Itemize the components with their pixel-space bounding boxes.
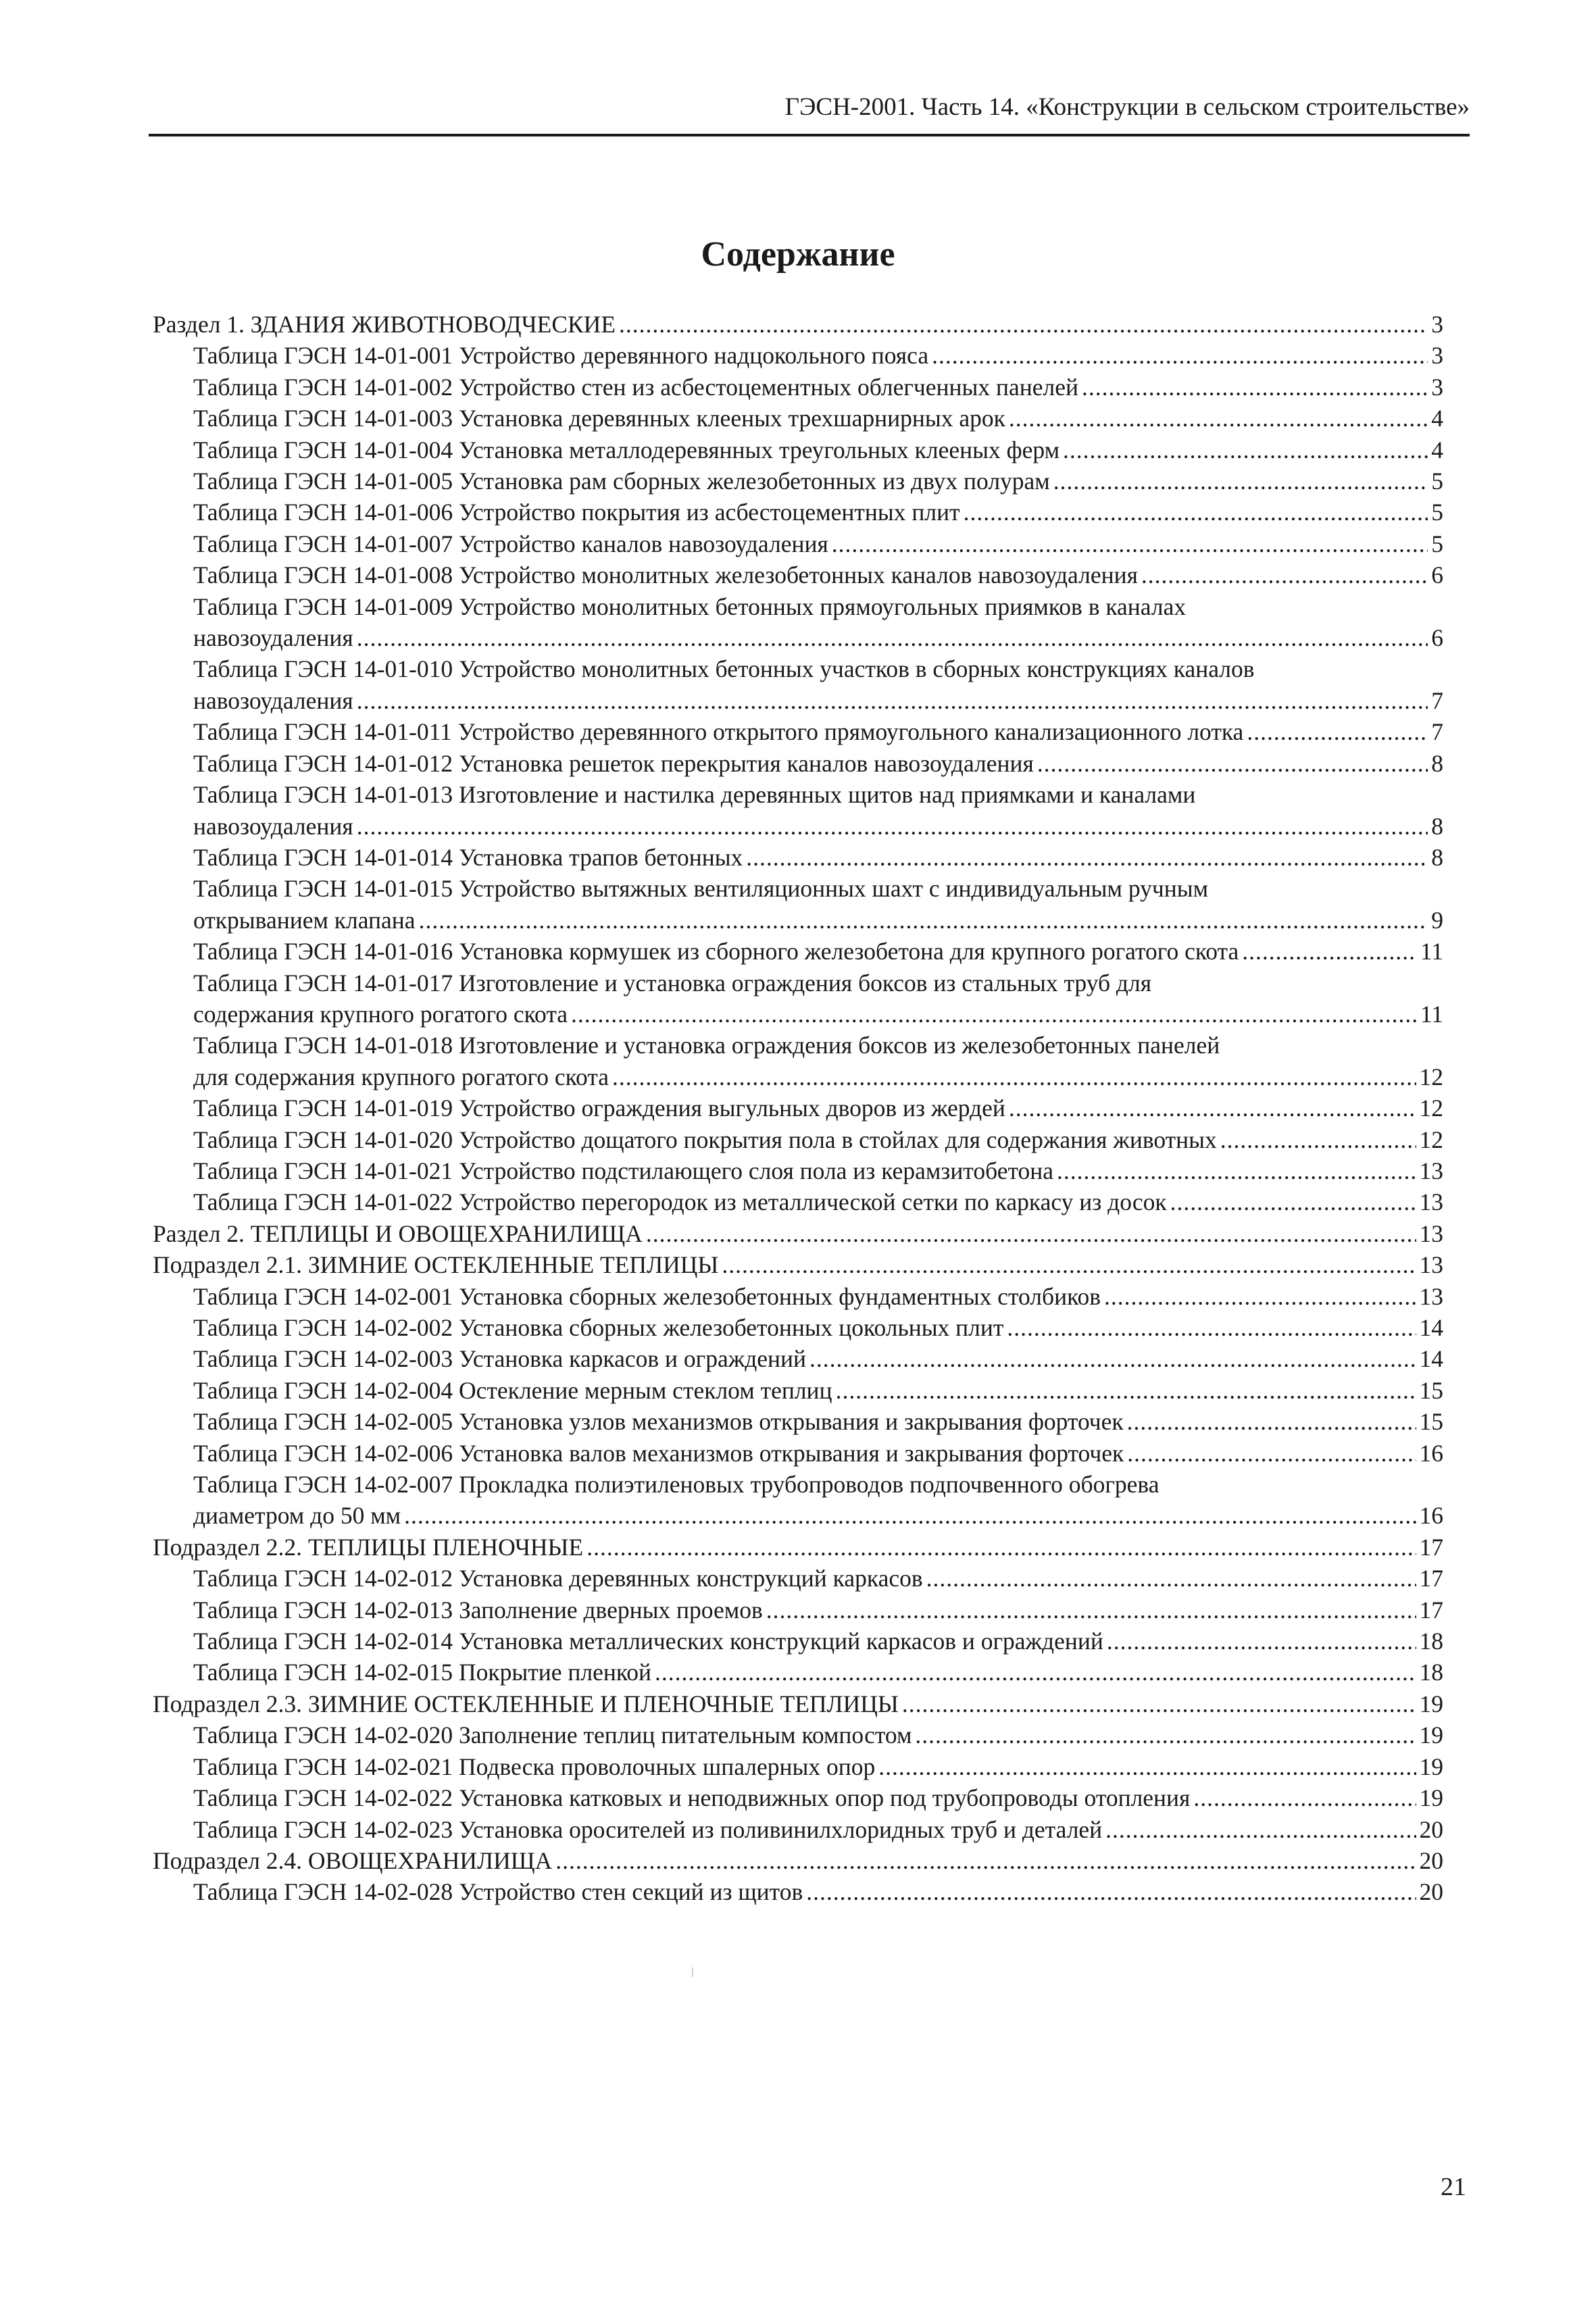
toc-section-entry[interactable] bbox=[153, 1688, 1443, 1719]
toc-entry-text: Таблица ГЭСН 14-02-020 Заполнение теплиц питательным компостом bbox=[193, 1721, 912, 1749]
toc-leader-dots bbox=[832, 528, 1428, 559]
toc-leader-dots bbox=[722, 1249, 1416, 1280]
toc-entry-text: навозоудаления bbox=[193, 624, 353, 652]
toc-entry-text: Таблица ГЭСН 14-02-006 Установка валов механизмов открывания и закрывания форточек bbox=[193, 1439, 1124, 1467]
toc-page-number: 8 bbox=[1431, 749, 1443, 777]
toc-leader-dots bbox=[746, 842, 1428, 873]
toc-page-number: 13 bbox=[1419, 1282, 1443, 1310]
toc-section-entry[interactable] bbox=[153, 309, 1443, 340]
toc-leader-dots bbox=[1007, 1312, 1416, 1343]
toc-leader-dots bbox=[357, 811, 1428, 842]
toc-table-entry[interactable] bbox=[153, 653, 1443, 716]
toc-entry-line bbox=[193, 1563, 1443, 1594]
toc-table-entry[interactable] bbox=[153, 1782, 1443, 1813]
toc-leader-dots bbox=[1057, 1155, 1416, 1186]
toc-leader-dots bbox=[1009, 1092, 1416, 1124]
toc-entry-text: Таблица ГЭСН 14-02-021 Подвеска проволочных шпалерных опор bbox=[193, 1753, 876, 1780]
toc-entry-line bbox=[193, 466, 1443, 497]
toc-leader-dots bbox=[1170, 1186, 1416, 1217]
toc-entry-text: диаметром до 50 мм bbox=[193, 1502, 401, 1530]
toc-entry-line bbox=[193, 497, 1443, 528]
toc-table-entry[interactable] bbox=[153, 1186, 1443, 1217]
toc-table-entry[interactable] bbox=[153, 403, 1443, 434]
toc-leader-dots bbox=[619, 309, 1428, 340]
toc-leader-dots bbox=[646, 1218, 1416, 1249]
toc-entry-line bbox=[193, 842, 1443, 873]
toc-entry-text: Таблица ГЭСН 14-02-022 Установка катковых и неподвижных опор под трубопроводы отопления bbox=[193, 1784, 1191, 1812]
toc-entry-text: Таблица ГЭСН 14-02-007 Прокладка полиэтиленовых трубопроводов подпочвенного обогрева bbox=[193, 1471, 1159, 1499]
toc-leader-dots bbox=[806, 1876, 1416, 1907]
toc-entry-text: Таблица ГЭСН 14-01-003 Установка деревянных клееных трехшарнирных арок bbox=[193, 405, 1005, 432]
toc-leader-dots bbox=[404, 1500, 1416, 1531]
toc-entry-line bbox=[193, 748, 1443, 779]
toc-entry-text: Таблица ГЭСН 14-02-014 Установка металлических конструкций каркасов и ограждений bbox=[193, 1628, 1103, 1655]
toc-page-number: 12 bbox=[1419, 1095, 1443, 1122]
toc-entry-line bbox=[193, 1500, 1443, 1531]
toc-entry-line bbox=[153, 1688, 1443, 1719]
toc-entry-line bbox=[193, 622, 1443, 653]
toc-entry-text: Таблица ГЭСН 14-01-010 Устройство монолитных бетонных участков в сборных конструкциях каналов bbox=[193, 655, 1255, 683]
toc-entry-text: навозоудаления bbox=[193, 686, 353, 714]
toc-page-number: 7 bbox=[1431, 686, 1443, 714]
toc-page-number: 11 bbox=[1420, 1000, 1443, 1028]
toc-page-number: 14 bbox=[1419, 1314, 1443, 1341]
toc-entry-text: Таблица ГЭСН 14-01-016 Установка кормушек из сборного железобетона для крупного рогатого скота bbox=[193, 938, 1239, 965]
toc-entry-line bbox=[153, 1845, 1443, 1876]
toc-table-entry[interactable] bbox=[153, 1719, 1443, 1751]
toc-page-number: 4 bbox=[1431, 405, 1443, 432]
toc-entry-line bbox=[193, 559, 1443, 590]
toc-page-number: 3 bbox=[1431, 373, 1443, 401]
toc-entry-text: Таблица ГЭСН 14-02-002 Установка сборных железобетонных цокольных плит bbox=[193, 1314, 1004, 1341]
toc-entry-text: Таблица ГЭСН 14-01-008 Устройство монолитных железобетонных каналов навозоудаления bbox=[193, 561, 1138, 589]
toc-entry-line bbox=[193, 685, 1443, 716]
toc-entry-line bbox=[193, 1186, 1443, 1217]
toc-entry-line bbox=[153, 309, 1443, 340]
toc-entry-text: Таблица ГЭСН 14-01-006 Устройство покрытия из асбестоцементных плит bbox=[193, 499, 960, 526]
toc-entry-line bbox=[193, 936, 1443, 967]
toc-entry-text: Таблица ГЭСН 14-02-005 Установка узлов механизмов открывания и закрывания форточек bbox=[193, 1408, 1124, 1436]
toc-page-number: 8 bbox=[1431, 812, 1443, 840]
toc-page-number: 20 bbox=[1419, 1815, 1443, 1843]
toc-page-number: 11 bbox=[1420, 938, 1443, 965]
toc-leader-dots bbox=[1104, 1281, 1416, 1312]
toc-entry-text: Таблица ГЭСН 14-01-009 Устройство монолитных бетонных прямоугольных приямков в каналах bbox=[193, 593, 1187, 620]
page-title: Содержание bbox=[701, 235, 895, 274]
toc-entry-line bbox=[193, 716, 1443, 747]
toc-page-number: 15 bbox=[1419, 1376, 1443, 1404]
toc-table-entry[interactable] bbox=[153, 1876, 1443, 1907]
toc-table-entry[interactable] bbox=[153, 1751, 1443, 1782]
toc-entry-line bbox=[193, 1594, 1443, 1626]
toc-section-entry[interactable] bbox=[153, 1532, 1443, 1563]
toc-entry-text: открыванием клапана bbox=[193, 906, 416, 934]
toc-page-number: 7 bbox=[1431, 718, 1443, 746]
toc-entry-text: Таблица ГЭСН 14-01-021 Устройство подстилающего слоя пола из керамзитобетона bbox=[193, 1157, 1054, 1184]
toc-entry-line bbox=[193, 999, 1443, 1030]
toc-section-entry[interactable] bbox=[153, 1218, 1443, 1249]
toc-entry-text: Таблица ГЭСН 14-01-017 Изготовление и установка ограждения боксов из стальных труб для bbox=[193, 969, 1152, 997]
toc-table-entry[interactable] bbox=[153, 1657, 1443, 1688]
toc-table-entry[interactable] bbox=[153, 466, 1443, 497]
toc-leader-dots bbox=[1053, 466, 1428, 497]
toc-table-entry[interactable] bbox=[153, 1312, 1443, 1343]
toc-entry-text: Таблица ГЭСН 14-02-015 Покрытие пленкой bbox=[193, 1659, 652, 1686]
toc-entry-line bbox=[153, 1218, 1443, 1249]
toc-table-entry[interactable] bbox=[153, 716, 1443, 747]
toc-table-entry[interactable] bbox=[153, 372, 1443, 403]
toc-entry-line bbox=[193, 403, 1443, 434]
toc-table-entry[interactable] bbox=[153, 1563, 1443, 1594]
toc-entry-text: Таблица ГЭСН 14-02-001 Установка сборных железобетонных фундаментных столбиков bbox=[193, 1282, 1101, 1310]
toc-page-number: 5 bbox=[1431, 530, 1443, 557]
toc-page-number: 20 bbox=[1419, 1878, 1443, 1906]
toc-leader-dots bbox=[926, 1563, 1416, 1594]
toc-entry-text: навозоудаления bbox=[193, 812, 353, 840]
toc-leader-dots bbox=[587, 1532, 1416, 1563]
toc-leader-dots bbox=[357, 622, 1428, 653]
toc-page-number: 13 bbox=[1419, 1219, 1443, 1247]
toc-leader-dots bbox=[1063, 434, 1428, 466]
toc-table-entry[interactable] bbox=[153, 1281, 1443, 1312]
toc-table-entry[interactable] bbox=[153, 591, 1443, 654]
toc-page-number: 19 bbox=[1419, 1690, 1443, 1717]
toc-entry-line bbox=[193, 372, 1443, 403]
toc-table-entry[interactable] bbox=[153, 1124, 1443, 1155]
toc-table-entry[interactable] bbox=[153, 1030, 1443, 1092]
toc-table-entry[interactable] bbox=[153, 340, 1443, 371]
toc-table-entry[interactable] bbox=[153, 497, 1443, 528]
toc-entry-text: Таблица ГЭСН 14-01-013 Изготовление и настилка деревянных щитов над приямками и каналами bbox=[193, 781, 1196, 809]
toc-leader-dots bbox=[1127, 1438, 1416, 1469]
toc-table-entry[interactable] bbox=[153, 1469, 1443, 1532]
toc-leader-dots bbox=[1009, 403, 1428, 434]
toc-entry-line bbox=[153, 1532, 1443, 1563]
toc-entry-text: Таблица ГЭСН 14-01-018 Изготовление и установка ограждения боксов из железобетонных панелей bbox=[193, 1032, 1220, 1059]
toc-entry-line bbox=[193, 1782, 1443, 1813]
toc-entry-line bbox=[193, 1343, 1443, 1374]
toc-entry-text: Таблица ГЭСН 14-01-014 Установка трапов бетонных bbox=[193, 843, 743, 871]
toc-table-entry[interactable] bbox=[153, 842, 1443, 873]
toc-leader-dots bbox=[612, 1061, 1416, 1092]
toc-entry-text: Таблица ГЭСН 14-01-004 Установка металлодеревянных треугольных клееных ферм bbox=[193, 436, 1060, 463]
toc-table-entry[interactable] bbox=[153, 1343, 1443, 1374]
toc-leader-dots bbox=[915, 1719, 1416, 1751]
toc-table-entry[interactable] bbox=[153, 779, 1443, 842]
toc-entry-line bbox=[193, 1626, 1443, 1657]
toc-entry-line bbox=[193, 1312, 1443, 1343]
toc-leader-dots bbox=[419, 905, 1428, 936]
toc-section-entry[interactable] bbox=[153, 1845, 1443, 1876]
toc-page-number: 16 bbox=[1419, 1439, 1443, 1467]
running-header bbox=[149, 86, 1470, 136]
toc-page-number: 13 bbox=[1419, 1251, 1443, 1279]
toc-page-number: 3 bbox=[1431, 342, 1443, 370]
toc-table-entry[interactable] bbox=[153, 559, 1443, 590]
toc-entry-line bbox=[193, 1876, 1443, 1907]
toc-entry-line bbox=[193, 340, 1443, 371]
toc-entry-line bbox=[193, 1814, 1443, 1845]
page-number: 21 bbox=[1441, 2173, 1466, 2201]
toc-entry-line bbox=[193, 528, 1443, 559]
toc-leader-dots bbox=[1107, 1626, 1416, 1657]
toc-entry-line bbox=[193, 811, 1443, 842]
toc-page-number: 5 bbox=[1431, 468, 1443, 495]
toc-table-entry[interactable] bbox=[153, 528, 1443, 559]
scan-speck bbox=[692, 1967, 693, 1977]
toc-page-number: 13 bbox=[1419, 1188, 1443, 1216]
toc-page-number: 19 bbox=[1419, 1753, 1443, 1780]
toc-table-entry[interactable] bbox=[153, 1438, 1443, 1469]
toc-entry-text: Таблица ГЭСН 14-01-020 Устройство дощатого покрытия пола в стойлах для содержания животных bbox=[193, 1126, 1217, 1153]
toc-entry-line bbox=[193, 1092, 1443, 1124]
toc-page-number: 17 bbox=[1419, 1533, 1443, 1561]
toc-leader-dots bbox=[766, 1594, 1416, 1626]
toc-leader-dots bbox=[902, 1688, 1416, 1719]
toc-entry-text: Таблица ГЭСН 14-01-007 Устройство каналов навозоудаления bbox=[193, 530, 828, 557]
toc-entry-line bbox=[193, 1155, 1443, 1186]
running-header-text: ГЭСН-2001. Часть 14. «Конструкции в сельском строительстве» bbox=[784, 93, 1470, 121]
toc-leader-dots bbox=[1193, 1782, 1416, 1813]
toc-entry-line bbox=[193, 1061, 1443, 1092]
toc-section-entry[interactable] bbox=[153, 1249, 1443, 1280]
toc-entry-line bbox=[153, 1249, 1443, 1280]
toc-entry-line bbox=[193, 1281, 1443, 1312]
toc-entry-text: Подраздел 2.3. ЗИМНИЕ ОСТЕКЛЕННЫЕ И ПЛЕНОЧНЫЕ ТЕПЛИЦЫ bbox=[153, 1690, 899, 1717]
toc-entry-text: Подраздел 2.4. ОВОЩЕХРАНИЛИЩА bbox=[153, 1846, 553, 1874]
toc-entry-text: содержания крупного рогатого скота bbox=[193, 1000, 568, 1028]
toc-entry-text: Таблица ГЭСН 14-01-019 Устройство ограждения выгульных дворов из жердей bbox=[193, 1095, 1005, 1122]
toc-page-number: 20 bbox=[1419, 1846, 1443, 1874]
toc-page-number: 12 bbox=[1419, 1063, 1443, 1090]
toc-entry-line bbox=[193, 1124, 1443, 1155]
toc-page-number: 8 bbox=[1431, 843, 1443, 871]
toc-entry-text: Подраздел 2.2. ТЕПЛИЦЫ ПЛЕНОЧНЫЕ bbox=[153, 1533, 584, 1561]
toc-leader-dots bbox=[655, 1657, 1416, 1688]
toc-entry-text: Таблица ГЭСН 14-02-028 Устройство стен секций из щитов bbox=[193, 1878, 803, 1906]
toc-page-number: 5 bbox=[1431, 499, 1443, 526]
toc-leader-dots bbox=[932, 340, 1428, 371]
toc-leader-dots bbox=[809, 1343, 1416, 1374]
toc-page-number: 4 bbox=[1431, 436, 1443, 463]
toc-entry-line bbox=[193, 1375, 1443, 1406]
toc-table-entry[interactable] bbox=[153, 873, 1443, 936]
toc-table-entry[interactable] bbox=[153, 1406, 1443, 1437]
toc-entry-text: Таблица ГЭСН 14-02-013 Заполнение дверных проемов bbox=[193, 1596, 763, 1624]
toc-leader-dots bbox=[1105, 1814, 1416, 1845]
toc-entry-line bbox=[193, 1406, 1443, 1437]
toc-entry-text: Таблица ГЭСН 14-01-022 Устройство перегородок из металлической сетки по каркасу из досок bbox=[193, 1188, 1167, 1216]
toc-page-number: 6 bbox=[1431, 561, 1443, 589]
table-of-contents bbox=[153, 309, 1443, 1908]
toc-leader-dots bbox=[555, 1845, 1416, 1876]
toc-page-number: 9 bbox=[1431, 906, 1443, 934]
toc-page-number: 16 bbox=[1419, 1502, 1443, 1530]
toc-table-entry[interactable] bbox=[153, 1375, 1443, 1406]
toc-page-number: 17 bbox=[1419, 1596, 1443, 1624]
toc-leader-dots bbox=[964, 497, 1428, 528]
toc-entry-line bbox=[193, 1719, 1443, 1751]
toc-page-number: 19 bbox=[1419, 1721, 1443, 1749]
toc-entry-line bbox=[193, 1657, 1443, 1688]
toc-page-number: 13 bbox=[1419, 1157, 1443, 1184]
toc-leader-dots bbox=[571, 999, 1417, 1030]
toc-page-number: 12 bbox=[1419, 1126, 1443, 1153]
toc-table-entry[interactable] bbox=[153, 748, 1443, 779]
toc-entry-text: Раздел 2. ТЕПЛИЦЫ И ОВОЩЕХРАНИЛИЩА bbox=[153, 1219, 643, 1247]
toc-entry-line bbox=[193, 905, 1443, 936]
toc-entry-text: для содержания крупного рогатого скота bbox=[193, 1063, 609, 1090]
toc-table-entry[interactable] bbox=[153, 434, 1443, 466]
toc-page-number: 19 bbox=[1419, 1784, 1443, 1812]
toc-page-number: 14 bbox=[1419, 1345, 1443, 1373]
toc-leader-dots bbox=[1141, 559, 1428, 590]
toc-table-entry[interactable] bbox=[153, 1594, 1443, 1626]
toc-entry-text: Таблица ГЭСН 14-01-005 Установка рам сборных железобетонных из двух полурам bbox=[193, 468, 1050, 495]
toc-entry-text: Раздел 1. ЗДАНИЯ ЖИВОТНОВОДЧЕСКИЕ bbox=[153, 311, 616, 338]
toc-table-entry[interactable] bbox=[153, 1092, 1443, 1124]
toc-table-entry[interactable] bbox=[153, 1626, 1443, 1657]
toc-table-entry[interactable] bbox=[153, 967, 1443, 1030]
toc-entry-text: Таблица ГЭСН 14-01-001 Устройство деревянного надцокольного пояса bbox=[193, 342, 929, 370]
toc-entry-line bbox=[193, 1438, 1443, 1469]
toc-entry-text: Таблица ГЭСН 14-01-002 Устройство стен из асбестоцементных облегченных панелей bbox=[193, 373, 1078, 401]
toc-entry-text: Таблица ГЭСН 14-02-023 Установка оросителей из поливинилхлоридных труб и деталей bbox=[193, 1815, 1103, 1843]
toc-leader-dots bbox=[1242, 936, 1417, 967]
toc-entry-line bbox=[193, 1751, 1443, 1782]
toc-entry-text: Таблица ГЭСН 14-02-004 Остекление мерным стеклом теплиц bbox=[193, 1376, 832, 1404]
toc-entry-text: Таблица ГЭСН 14-02-012 Установка деревянных конструкций каркасов bbox=[193, 1565, 923, 1592]
toc-entry-text: Подраздел 2.1. ЗИМНИЕ ОСТЕКЛЕННЫЕ ТЕПЛИЦЫ bbox=[153, 1251, 719, 1279]
toc-entry-line bbox=[193, 434, 1443, 466]
toc-page-number: 18 bbox=[1419, 1659, 1443, 1686]
toc-entry-text: Таблица ГЭСН 14-01-012 Установка решеток перекрытия каналов навозоудаления bbox=[193, 749, 1034, 777]
toc-leader-dots bbox=[1127, 1406, 1416, 1437]
toc-page-number: 18 bbox=[1419, 1628, 1443, 1655]
toc-entry-text: Таблица ГЭСН 14-02-003 Установка каркасов и ограждений bbox=[193, 1345, 807, 1373]
toc-leader-dots bbox=[1247, 716, 1428, 747]
toc-entry-text: Таблица ГЭСН 14-01-011 Устройство деревянного открытого прямоугольного канализационного лотка bbox=[193, 718, 1244, 746]
toc-page-number: 17 bbox=[1419, 1565, 1443, 1592]
toc-leader-dots bbox=[1220, 1124, 1416, 1155]
toc-table-entry[interactable] bbox=[153, 936, 1443, 967]
toc-table-entry[interactable] bbox=[153, 1814, 1443, 1845]
toc-page-number: 6 bbox=[1431, 624, 1443, 652]
toc-leader-dots bbox=[1037, 748, 1428, 779]
toc-table-entry[interactable] bbox=[153, 1155, 1443, 1186]
toc-leader-dots bbox=[836, 1375, 1416, 1406]
toc-page-number: 15 bbox=[1419, 1408, 1443, 1436]
toc-entry-text: Таблица ГЭСН 14-01-015 Устройство вытяжных вентиляционных шахт с индивидуальным ручным bbox=[193, 875, 1209, 903]
toc-leader-dots bbox=[357, 685, 1428, 716]
toc-leader-dots bbox=[1082, 372, 1428, 403]
toc-page-number: 3 bbox=[1431, 311, 1443, 338]
toc-leader-dots bbox=[878, 1751, 1416, 1782]
